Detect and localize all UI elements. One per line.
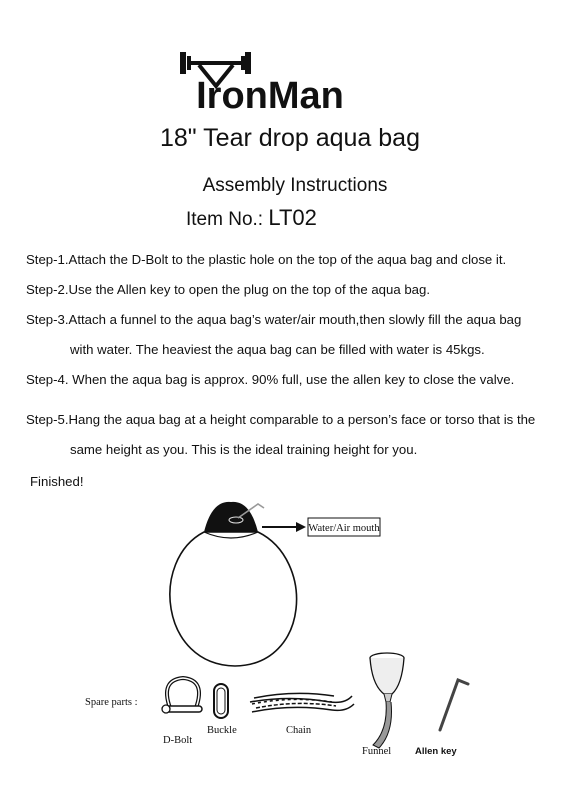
brand-logo: [0, 44, 580, 114]
part-label-allen-key: Allen key: [415, 746, 457, 757]
part-label-chain: Chain: [286, 725, 312, 736]
part-label-buckle: Buckle: [207, 725, 237, 736]
step-2: Step-2.Use the Allen key to open the plug on the top of the aqua bag.: [26, 282, 430, 297]
chain-icon: [250, 693, 354, 712]
brand-name: IronMan: [196, 75, 344, 114]
spare-parts-label: Spare parts :: [85, 697, 138, 708]
parts-diagram: [0, 490, 580, 800]
part-label-funnel: Funnel: [362, 746, 392, 757]
buckle-icon: [214, 684, 228, 718]
item-code: LT02: [268, 205, 317, 230]
step-3-continued: with water. The heaviest the aqua bag can be filled with water is 45kgs.: [70, 342, 485, 357]
callout-label: Water/Air mouth: [308, 523, 380, 534]
part-label-d-bolt: D-Bolt: [163, 735, 193, 746]
step-3: Step-3.Attach a funnel to the aqua bag’s water/air mouth,then slowly fill the aqua bag: [26, 312, 522, 327]
finished-label: Finished!: [30, 474, 84, 489]
step-4: Step-4. When the aqua bag is approx. 90% full, use the allen key to close the valve.: [26, 372, 515, 387]
step-5-continued: same height as you. This is the ideal training height for you.: [70, 442, 418, 457]
item-label: Item No.:: [186, 209, 264, 230]
item-number: [186, 205, 317, 231]
page-title: 18" Tear drop aqua bag: [159, 124, 420, 152]
callout-arrow-icon: [262, 522, 306, 532]
allen-key-icon: [440, 680, 468, 730]
d-bolt-icon: [162, 678, 202, 713]
subtitle: Assembly Instructions: [202, 175, 388, 196]
funnel-icon: [370, 653, 404, 748]
step-5: Step-5.Hang the aqua bag at a height comparable to a person’s face or torso that is the: [26, 412, 536, 427]
step-1: Step-1.Attach the D-Bolt to the plastic hole on the top of the aqua bag and close it.: [26, 252, 507, 267]
